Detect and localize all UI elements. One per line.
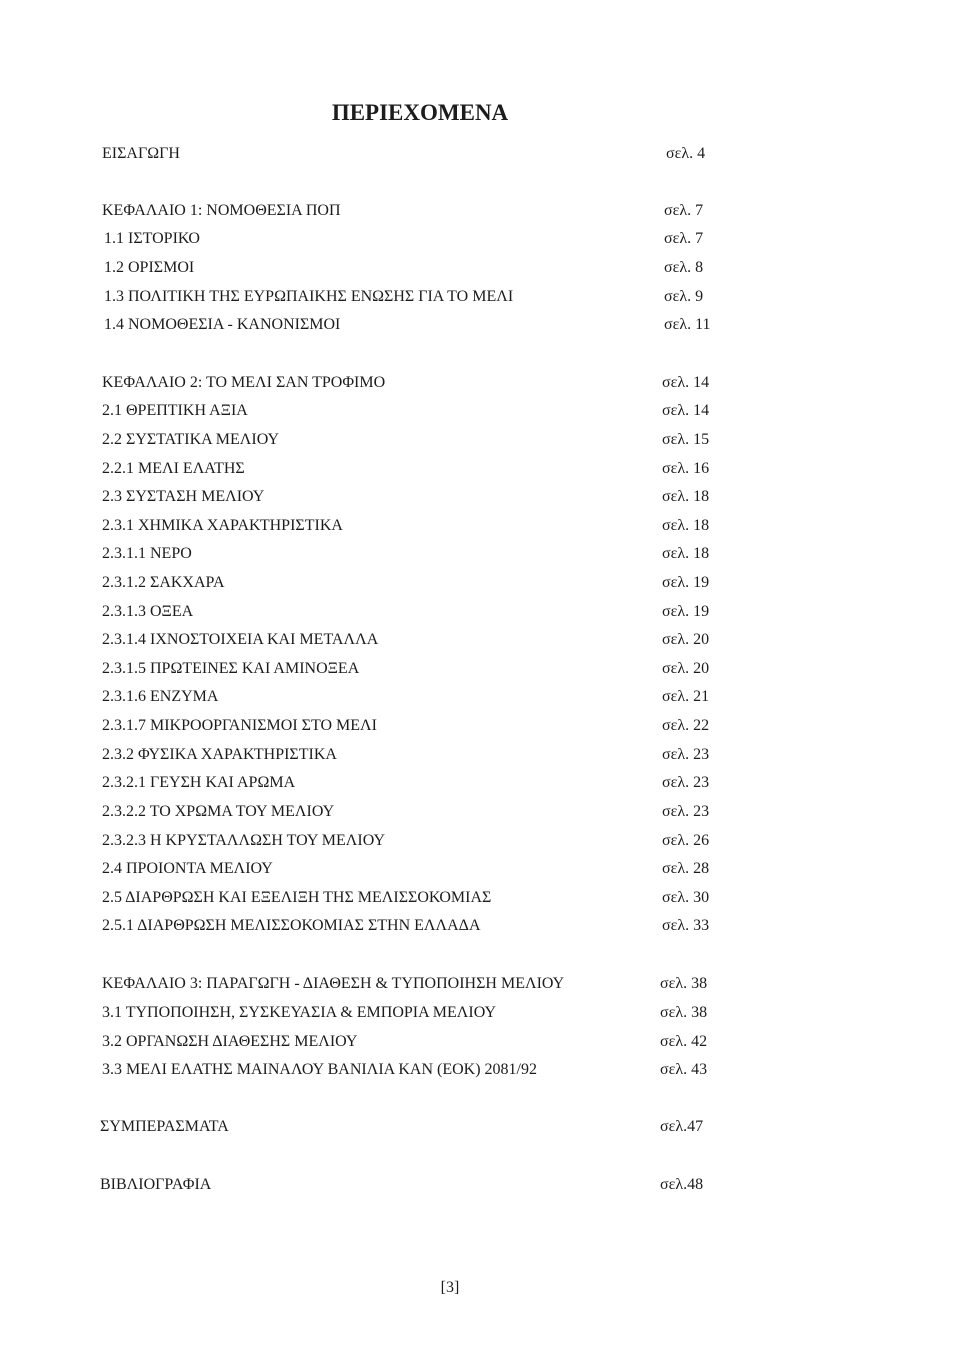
toc-entry	[102, 458, 862, 480]
toc-entry	[102, 830, 862, 852]
toc-entry-page: σελ.48	[660, 1176, 704, 1193]
toc-entry-page: σελ. 16	[662, 460, 710, 477]
page-number: [3]	[440, 1279, 460, 1296]
toc-entry-label: 2.3.1.2 ΣΑΚΧΑΡΑ	[102, 574, 225, 591]
toc-entry	[102, 887, 862, 909]
toc-entry	[102, 1059, 862, 1081]
toc-entry-page: σελ. 18	[662, 517, 710, 534]
toc-entry-label: 2.3 ΣΥΣΤΑΣΗ ΜΕΛΙΟΥ	[102, 488, 265, 505]
toc-entry	[104, 257, 864, 279]
toc-entry-page: σελ. 21	[662, 688, 710, 705]
toc-entry-label: 1.2 ΟΡΙΣΜΟΙ	[104, 259, 195, 276]
toc-entry-label: 2.5.1 ΔΙΑΡΘΡΩΣΗ ΜΕΛΙΣΣΟΚΟΜΙΑΣ ΣΤΗΝ ΕΛΛΑΔΑ	[102, 917, 481, 934]
toc-entry	[102, 772, 862, 794]
toc-entry-label: 2.3.2.1 ΓΕΥΣΗ ΚΑΙ ΑΡΩΜΑ	[102, 774, 296, 791]
toc-entry-label: 1.3 ΠΟΛΙΤΙΚΗ ΤΗΣ ΕΥΡΩΠΑΙΚΗΣ ΕΝΩΣΗΣ ΓΙΑ ΤΟ ΜΕΛΙ	[104, 288, 514, 305]
toc-entry-page: σελ. 38	[660, 975, 708, 992]
toc-entry	[102, 629, 862, 651]
toc-entry-label: ΣΥΜΠΕΡΑΣΜΑΤΑ	[100, 1118, 229, 1135]
toc-entry-page: σελ. 43	[660, 1061, 708, 1078]
toc-entry	[102, 543, 862, 565]
toc-entry-label: 2.3.1 ΧΗΜΙΚΑ ΧΑΡΑΚΤΗΡΙΣΤΙΚΑ	[102, 517, 343, 534]
toc-entry-page: σελ. 23	[662, 746, 710, 763]
toc-entry-page: σελ. 26	[662, 832, 710, 849]
toc-entry	[102, 400, 862, 422]
toc-entry	[102, 715, 862, 737]
toc-entry	[102, 429, 862, 451]
toc-entry-label: ΚΕΦΑΛΑΙΟ 1: ΝΟΜΟΘΕΣΙΑ ΠΟΠ	[102, 202, 341, 219]
toc-entry-page: σελ. 20	[662, 660, 710, 677]
toc-entry-page: σελ. 19	[662, 603, 710, 620]
toc-entry	[102, 372, 862, 394]
toc-entry-page: σελ. 18	[662, 545, 710, 562]
toc-entry-label: 1.4 ΝΟΜΟΘΕΣΙΑ - ΚΑΝΟΝΙΣΜΟΙ	[104, 316, 341, 333]
toc-entry	[104, 286, 864, 308]
toc-entry-label: ΕΙΣΑΓΩΓΗ	[102, 145, 180, 162]
toc-entry	[102, 858, 862, 880]
toc-entry	[102, 801, 862, 823]
toc-entry-page: σελ. 42	[660, 1033, 708, 1050]
toc-entry-page: σελ. 23	[662, 774, 710, 791]
toc-entry-page: σελ. 14	[662, 374, 710, 391]
toc-entry-label: 2.2 ΣΥΣΤΑΤΙΚΑ ΜΕΛΙΟΥ	[102, 431, 280, 448]
toc-entry-label: 2.3.1.5 ΠΡΩΤΕΙΝΕΣ ΚΑΙ ΑΜΙΝΟΞΕΑ	[102, 660, 360, 677]
toc-entry-label: 2.3.1.4 ΙΧΝΟΣΤΟΙΧΕΙΑ ΚΑΙ ΜΕΤΑΛΛΑ	[102, 631, 379, 648]
toc-entry-label: 2.3.2.2 ΤΟ ΧΡΩΜΑ ΤΟΥ ΜΕΛΙΟΥ	[102, 803, 335, 820]
toc-entry-page: σελ. 33	[662, 917, 710, 934]
toc-entry	[104, 228, 864, 250]
toc-entry	[102, 686, 862, 708]
toc-entry-label: 3.1 ΤΥΠΟΠΟΙΗΣΗ, ΣΥΣΚΕΥΑΣΙΑ & ΕΜΠΟΡΙΑ ΜΕΛΙΟΥ	[102, 1004, 497, 1021]
toc-entry-label: 2.1 ΘΡΕΠΤΙΚΗ ΑΞΙΑ	[102, 402, 248, 419]
toc-entry	[102, 915, 862, 937]
toc-entry-page: σελ. 7	[664, 202, 704, 219]
toc-entry-label: ΒΙΒΛΙΟΓΡΑΦΙΑ	[100, 1176, 212, 1193]
toc-entry-page: σελ. 9	[664, 288, 704, 305]
toc-entry-page: σελ. 20	[662, 631, 710, 648]
toc-entry-page: σελ. 38	[660, 1004, 708, 1021]
toc-entry-page: σελ. 18	[662, 488, 710, 505]
toc-entry-label: 2.3.1.7 ΜΙΚΡΟΟΡΓΑΝΙΣΜΟΙ ΣΤΟ ΜΕΛΙ	[102, 717, 377, 734]
toc-entry	[104, 314, 864, 336]
toc-entry	[100, 1174, 860, 1196]
toc-entry	[102, 658, 862, 680]
toc-entry-label: 2.5 ΔΙΑΡΘΡΩΣΗ ΚΑΙ ΕΞΕΛΙΞΗ ΤΗΣ ΜΕΛΙΣΣΟΚΟΜΙΑΣ	[102, 889, 492, 906]
toc-entry	[102, 973, 862, 995]
toc-entry-page: σελ. 8	[664, 259, 704, 276]
toc-entry-page: σελ. 14	[662, 402, 710, 419]
toc-entry	[102, 1031, 862, 1053]
toc-entry-page: σελ. 4	[666, 145, 706, 162]
toc-entry	[102, 143, 862, 165]
toc-entry	[102, 515, 862, 537]
toc-entry-page: σελ. 15	[662, 431, 710, 448]
toc-entry-label: 2.3.1.3 ΟΞΕΑ	[102, 603, 194, 620]
toc-entry-page: σελ. 23	[662, 803, 710, 820]
toc-entry-page: σελ. 30	[662, 889, 710, 906]
toc-entry	[102, 601, 862, 623]
toc-entry-label: 3.2 ΟΡΓΑΝΩΣΗ ΔΙΑΘΕΣΗΣ ΜΕΛΙΟΥ	[102, 1033, 358, 1050]
toc-entry-page: σελ.47	[660, 1118, 704, 1135]
toc-entry-page: σελ. 19	[662, 574, 710, 591]
toc-entry	[102, 572, 862, 594]
toc-entry-label: 2.3.1.1 ΝΕΡΟ	[102, 545, 192, 562]
toc-entry-label: 2.3.2 ΦΥΣΙΚΑ ΧΑΡΑΚΤΗΡΙΣΤΙΚΑ	[102, 746, 337, 763]
toc-entry	[100, 1116, 860, 1138]
toc-entry	[102, 200, 862, 222]
toc-entry-label: 1.1 ΙΣΤΟΡΙΚΟ	[104, 230, 200, 247]
toc-entry-page: σελ. 11	[664, 316, 711, 333]
toc-entry-label: 2.3.2.3 Η ΚΡΥΣΤΑΛΛΩΣΗ ΤΟΥ ΜΕΛΙΟΥ	[102, 832, 386, 849]
toc-entry-label: 3.3 ΜΕΛΙ ΕΛΑΤΗΣ ΜΑΙΝΑΛΟΥ ΒΑΝΙΛΙΑ ΚΑΝ (ΕΟΚ) 2081/92	[102, 1061, 537, 1078]
toc-entry	[102, 1002, 862, 1024]
toc-entry-page: σελ. 22	[662, 717, 710, 734]
page-title: ΠΕΡΙΕΧΟΜΕΝΑ	[331, 100, 509, 125]
toc-entry-page: σελ. 28	[662, 860, 710, 877]
toc-entry-page: σελ. 7	[664, 230, 704, 247]
toc-entry	[102, 486, 862, 508]
toc-entry-label: ΚΕΦΑΛΑΙΟ 2: ΤΟ ΜΕΛΙ ΣΑΝ ΤΡΟΦΙΜΟ	[102, 374, 386, 391]
toc-entry-label: 2.3.1.6 ΕΝΖΥΜΑ	[102, 688, 219, 705]
toc-entry-label: ΚΕΦΑΛΑΙΟ 3: ΠΑΡΑΓΩΓΗ - ΔΙΑΘΕΣΗ & ΤΥΠΟΠΟΙΗΣΗ ΜΕΛΙΟΥ	[102, 975, 565, 992]
toc-entry-label: 2.4 ΠΡΟΙΟΝΤΑ ΜΕΛΙΟΥ	[102, 860, 273, 877]
toc-entry-label: 2.2.1 ΜΕΛΙ ΕΛΑΤΗΣ	[102, 460, 245, 477]
toc-entry	[102, 744, 862, 766]
